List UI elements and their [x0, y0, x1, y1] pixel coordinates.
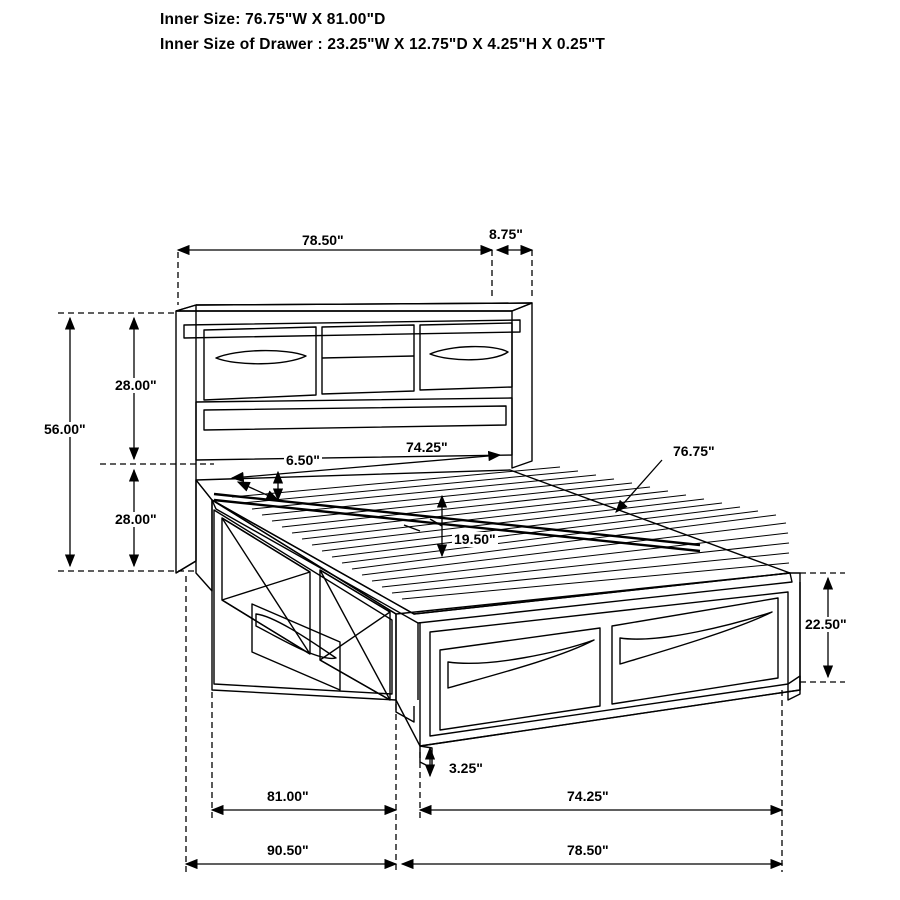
dim-headboard-lower: 28.00" [115, 511, 157, 527]
dim-ledge-depth: 6.50" [286, 452, 320, 468]
dim-overall-depth: 90.50" [267, 842, 309, 858]
dim-overall-width: 78.50" [567, 842, 609, 858]
inner-drawer-size-text: Inner Size of Drawer : 23.25"W X 12.75"D X 4.25"H X 0.25"T [160, 36, 606, 53]
dim-top-overhang: 8.75" [489, 226, 523, 242]
dim-headboard-upper: 28.00" [115, 377, 157, 393]
inner-size-text: Inner Size: 76.75"W X 81.00"D [160, 11, 386, 28]
dim-deck-height: 19.50" [454, 531, 496, 547]
dim-top-width: 78.50" [302, 232, 344, 248]
dim-footboard-height: 22.50" [805, 616, 847, 632]
dim-inner-width: 74.25" [567, 788, 609, 804]
dim-inner-depth: 81.00" [267, 788, 309, 804]
dim-clearance: 3.25" [449, 760, 483, 776]
dim-side-rail-length: 76.75" [673, 443, 715, 459]
dim-mattress-width: 74.25" [406, 439, 448, 455]
dim-total-height: 56.00" [44, 421, 86, 437]
